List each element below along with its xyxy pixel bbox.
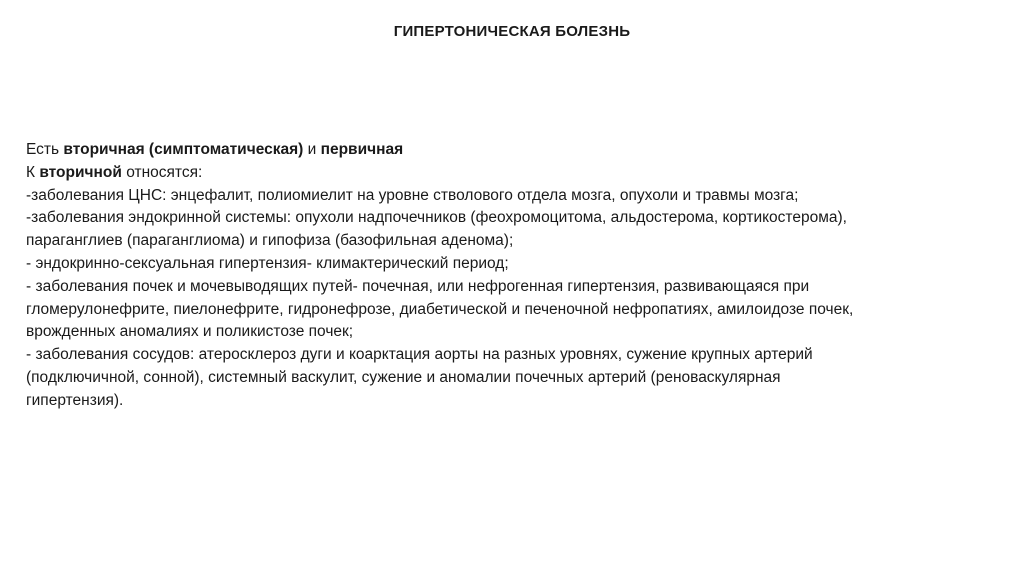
body-line-endocrine: -заболевания эндокринной системы: опухоли надпочечников (феохромоцитома, альдостерома, кортикостерома),	[26, 209, 847, 227]
body-line-endocrine-cont: параганглиев (параганглиома) и гипофиза (базофильная аденома);	[26, 232, 514, 250]
intro-prefix: Есть	[26, 141, 64, 158]
body-line-renal-end: врожденных аномалиях и поликистозе почек;	[26, 323, 354, 341]
slide-title: ГИПЕРТОНИЧЕСКАЯ БОЛЕЗНЬ	[393, 23, 631, 40]
secondary-heading-line	[26, 162, 1001, 185]
intro-secondary: вторичная (симптоматическая)	[63, 141, 304, 158]
secondary-heading-prefix: К	[26, 163, 40, 181]
secondary-heading-suffix: относятся:	[121, 163, 203, 181]
body-line-vascular: - заболевания сосудов: атеросклероз дуги и коарктация аорты на разных уровнях, сужение крупных артерий	[26, 346, 813, 364]
body-line-vascular-cont: (подключичной, сонной), системный васкулит, сужение и аномалии почечных артерий (реноваскулярная	[26, 368, 781, 386]
slide-body	[26, 139, 1001, 413]
secondary-heading-bold: вторичной	[39, 163, 122, 181]
intro-line	[26, 139, 1001, 162]
body-line-renal-cont: гломерулонефрите, пиелонефрите, гидронефрозе, диабетической и печеночной нефропатиях, амилоидозе почек,	[26, 300, 854, 318]
intro-conjunction: и	[303, 141, 321, 158]
body-line-renal: - заболевания почек и мочевыводящих путей- почечная, или нефрогенная гипертензия, развивающаяся при	[26, 277, 810, 295]
body-line-cns: -заболевания ЦНС: энцефалит, полиомиелит на уровне стволового отдела мозга, опухоли и травмы мозга;	[26, 186, 799, 204]
intro-primary: первичная	[320, 141, 404, 158]
body-line-endocrine-sexual: - эндокринно-сексуальная гипертензия- климактерический период;	[26, 254, 509, 272]
body-line-vascular-end: гипертензия).	[26, 391, 124, 409]
